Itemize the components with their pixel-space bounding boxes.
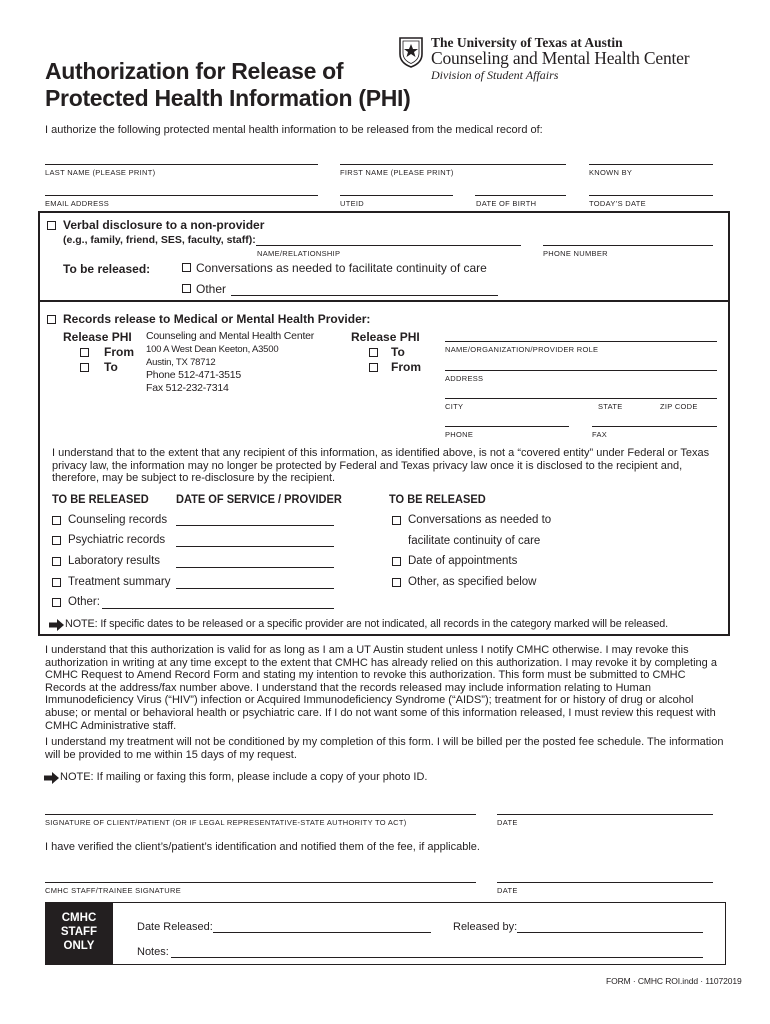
to-label: To [104, 360, 118, 374]
psychiatric-records-label: Psychiatric records [68, 534, 166, 546]
seal-icon [398, 36, 424, 68]
treatment-summary-label: Treatment summary [68, 576, 171, 588]
redisclosure-notice: I understand that to the extent that any recipient of this information, as identified above, is not a “covered entity” under Federal or Texas privacy law, the information may no longer be protected by Federal and Texas privacy law once it is disclosed to the recipient and, therefore, may be subject to re-disclosure by the recipient. [52, 447, 710, 485]
uteid-field[interactable] [340, 195, 453, 196]
other-records-field[interactable] [102, 608, 334, 609]
other-records-checkbox[interactable] [52, 598, 61, 607]
staff-only-tag [45, 902, 113, 965]
address-label: ADDRESS [445, 374, 484, 383]
staff-signature-field[interactable] [45, 882, 476, 883]
last-name-label: LAST NAME (PLEASE PRINT) [45, 168, 156, 177]
to-label-2: To [391, 345, 405, 359]
notes-field[interactable] [171, 957, 703, 958]
records-heading: Records release to Medical or Mental Health Provider: [63, 312, 371, 326]
staff-only-line3: ONLY [63, 940, 95, 952]
today-date-label: TODAY’S DATE [589, 199, 646, 208]
cmhc-address-block [146, 330, 314, 395]
staff-date-field[interactable] [497, 882, 713, 883]
to-be-released-label: To be released: [63, 262, 151, 276]
records-note: NOTE: If specific dates to be released or a specific provider are not indicated, all records in the category marked will be released. [65, 618, 669, 630]
email-field[interactable] [45, 195, 318, 196]
arrow-icon [44, 771, 59, 783]
conversations-option: Conversations as needed to facilitate continuity of care [196, 261, 487, 275]
name-relationship-label: NAME/RELATIONSHIP [257, 249, 341, 258]
client-date-label: DATE [497, 818, 518, 827]
cmhc-addr2: Austin, TX 78712 [146, 357, 216, 368]
col-to-be-released-2: TO BE RELEASED [389, 492, 486, 506]
phone-number-label: PHONE NUMBER [543, 249, 608, 258]
dob-label: DATE OF BIRTH [476, 199, 537, 208]
other-checkbox[interactable] [182, 284, 191, 293]
counseling-records-date-field[interactable] [176, 525, 334, 526]
name-relationship-field[interactable] [256, 245, 521, 246]
other-records-label: Other: [68, 596, 100, 608]
city-field[interactable] [445, 398, 717, 399]
staff-only-line2: STAFF [60, 926, 98, 938]
laboratory-results-label: Laboratory results [68, 555, 161, 567]
release-phi-label: Release PHI [63, 330, 132, 344]
treatment-terms: I understand my treatment will not be conditioned by my completion of this form. I will be billed per the posted fee schedule. The information will be provided to me within 15 days of my request. [45, 736, 724, 761]
phone-number-field[interactable] [543, 245, 713, 246]
center-name: Counseling and Mental Health Center [431, 48, 690, 68]
staff-only-line1: CMHC [61, 912, 97, 924]
form-title [45, 58, 411, 112]
treatment-summary-checkbox[interactable] [52, 578, 61, 587]
division-name: Division of Student Affairs [431, 68, 559, 82]
last-name-field[interactable] [45, 164, 318, 165]
city-label: CITY [445, 402, 464, 411]
arrow-icon [49, 618, 64, 630]
cmhc-addr1: 100 A West Dean Keeton, A3500 [146, 344, 279, 355]
form-title-line1: Authorization for Release of [45, 58, 344, 84]
known-by-field[interactable] [589, 164, 713, 165]
form-footer: FORM · CMHC ROI.indd · 11072019 [606, 976, 742, 986]
cmhc-name: Counseling and Mental Health Center [146, 330, 315, 342]
verification-statement: I have verified the client’s/patient’s identification and notified them of the fee, if applicable. [45, 841, 480, 853]
release-phi-label-2: Release PHI [351, 330, 420, 344]
date-released-label: Date Released: [137, 921, 213, 933]
fax-field[interactable] [592, 426, 717, 427]
cmhc-phone: Phone 512-471-3515 [146, 369, 242, 381]
authorization-terms: I understand that this authorization is valid for as long as I am a UT Austin student unless I notify CMHC otherwise. I may revoke this authorization in writing at any time except to the extent that CMHC has already relied on this authorization. I may revoke it by completing a CMHC Request to Amend Record Form and stating my intention to revoke this authorization. This form must be submitted to CMHC Records at the address/fax number above. I understand that the records released may include information relating to Human Immunodeficiency Virus (“HIV”) infection or Acquired Immunodeficiency Syndrome (“AIDS”); treatment for or history of drug or alcohol abuse; or mental or behavioral health or psychiatric care. If I do not want some of this information released, I must review this request with CMHC Administrative staff. [45, 644, 717, 732]
released-by-label: Released by: [453, 921, 518, 933]
cmhc-fax: Fax 512-232-7314 [146, 382, 229, 394]
first-name-label: FIRST NAME (PLEASE PRINT) [340, 168, 454, 177]
address-field[interactable] [445, 370, 717, 371]
conversations-checkbox[interactable] [182, 263, 191, 272]
name-org-label: NAME/ORGANIZATION/PROVIDER ROLE [445, 345, 599, 354]
records-release-checkbox[interactable] [47, 315, 56, 324]
notes-label: Notes: [137, 946, 169, 958]
fax-label: FAX [592, 430, 608, 439]
col-to-be-released: TO BE RELEASED [52, 492, 149, 506]
other-field[interactable] [231, 295, 498, 296]
laboratory-results-checkbox[interactable] [52, 557, 61, 566]
from-checkbox[interactable] [80, 348, 89, 357]
today-date-field[interactable] [589, 195, 713, 196]
to-checkbox-2[interactable] [369, 348, 378, 357]
treatment-summary-date-field[interactable] [176, 588, 334, 589]
photo-id-note: NOTE: If mailing or faxing this form, please include a copy of your photo ID. [60, 771, 428, 783]
phone-field[interactable] [445, 426, 569, 427]
from-label: From [104, 345, 134, 359]
staff-date-label: DATE [497, 886, 518, 895]
other-specified-checkbox[interactable] [392, 578, 401, 587]
verbal-example: (e.g., family, friend, SES, faculty, staff): [63, 234, 256, 246]
staff-signature-label: CMHC STAFF/TRAINEE SIGNATURE [45, 886, 182, 895]
psychiatric-records-checkbox[interactable] [52, 536, 61, 545]
first-name-field[interactable] [340, 164, 566, 165]
conversations-records-checkbox[interactable] [392, 516, 401, 525]
released-by-field[interactable] [517, 932, 703, 933]
other-option: Other [196, 282, 227, 296]
university-name: The University of Texas at Austin [431, 35, 623, 50]
from-checkbox-2[interactable] [369, 363, 378, 372]
date-of-appointments-checkbox[interactable] [392, 557, 401, 566]
date-released-field[interactable] [213, 932, 431, 933]
verbal-heading: Verbal disclosure to a non-provider [63, 218, 265, 232]
uteid-label: UTEID [340, 199, 364, 208]
conversations-records-label-2: facilitate continuity of care [408, 535, 541, 547]
date-of-appointments-label: Date of appointments [408, 555, 518, 567]
counseling-records-label: Counseling records [68, 514, 168, 526]
zip-label: ZIP CODE [660, 402, 698, 411]
col-date-of-service: DATE OF SERVICE / PROVIDER [176, 492, 342, 506]
counseling-records-checkbox[interactable] [52, 516, 61, 525]
from-label-2: From [391, 360, 421, 374]
intro-text: I authorize the following protected mental health information to be released from the medical record of: [45, 124, 543, 136]
client-signature-label: SIGNATURE OF CLIENT/PATIENT (OR IF LEGAL REPRESENTATIVE-STATE AUTHORITY TO ACT) [45, 818, 407, 827]
state-label: STATE [598, 402, 623, 411]
to-checkbox[interactable] [80, 363, 89, 372]
other-specified-label: Other, as specified below [408, 576, 537, 588]
phone-label: PHONE [445, 430, 474, 439]
known-by-label: KNOWN BY [589, 168, 633, 177]
client-signature-field[interactable] [45, 814, 476, 815]
university-logo [398, 36, 424, 68]
verbal-disclosure-checkbox[interactable] [47, 221, 56, 230]
psychiatric-records-date-field[interactable] [176, 546, 334, 547]
dob-field[interactable] [475, 195, 566, 196]
form-title-line2: Protected Health Information (PHI) [45, 85, 411, 111]
email-label: EMAIL ADDRESS [45, 199, 110, 208]
name-org-field[interactable] [445, 341, 717, 342]
laboratory-results-date-field[interactable] [176, 567, 334, 568]
conversations-records-label-1: Conversations as needed to [408, 514, 552, 526]
client-date-field[interactable] [497, 814, 713, 815]
